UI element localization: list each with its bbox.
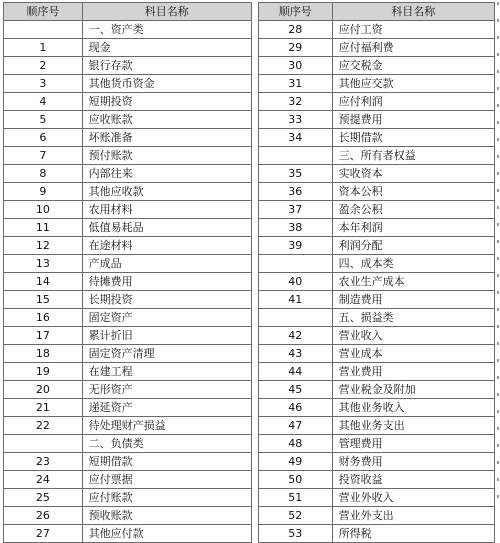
left-name-cell: 其他应收款 xyxy=(82,183,251,201)
column-gap xyxy=(251,489,258,507)
left-name-cell: 待处理财产损益 xyxy=(82,417,251,435)
table-row xyxy=(4,39,495,57)
right-seq-cell: 33 xyxy=(258,111,332,129)
right-name-cell: 实收资本 xyxy=(332,165,494,183)
left-seq-cell: 8 xyxy=(4,165,83,183)
right-name-cell: 应付工资 xyxy=(332,21,494,39)
right-seq-cell: 50 xyxy=(258,471,332,489)
table-row xyxy=(4,273,495,291)
left-seq-cell: 12 xyxy=(4,237,83,255)
right-name-cell: 应付利润 xyxy=(332,93,494,111)
table-row xyxy=(4,129,495,147)
column-gap xyxy=(251,39,258,57)
table-row xyxy=(4,471,495,489)
table-row xyxy=(4,381,495,399)
right-seq-cell: 32 xyxy=(258,93,332,111)
table-row xyxy=(4,111,495,129)
left-seq-cell: 5 xyxy=(4,111,83,129)
right-name-cell: 应付福利费 xyxy=(332,39,494,57)
right-seq-cell: 42 xyxy=(258,327,332,345)
left-seq-cell: 21 xyxy=(4,399,83,417)
left-seq-cell: 19 xyxy=(4,363,83,381)
table-row xyxy=(4,435,495,453)
table-row xyxy=(4,507,495,525)
left-name-cell: 待摊费用 xyxy=(82,273,251,291)
column-gap xyxy=(251,291,258,309)
column-gap xyxy=(251,201,258,219)
right-name-cell: 长期借款 xyxy=(332,129,494,147)
right-category-cell: 五、损益类 xyxy=(332,309,494,327)
right-seq-cell: 51 xyxy=(258,489,332,507)
column-gap xyxy=(251,363,258,381)
left-name-cell: 低值易耗品 xyxy=(82,219,251,237)
right-seq-cell: 53 xyxy=(258,525,332,543)
table-row xyxy=(4,93,495,111)
table-row xyxy=(4,417,495,435)
right-name-cell: 其他应交款 xyxy=(332,75,494,93)
left-seq-cell: 24 xyxy=(4,471,83,489)
left-name-cell: 递延资产 xyxy=(82,399,251,417)
right-name-cell: 所得税 xyxy=(332,525,494,543)
left-seq-cell: 23 xyxy=(4,453,83,471)
header-row xyxy=(4,3,495,21)
left-seq-cell: 11 xyxy=(4,219,83,237)
right-seq-cell: 29 xyxy=(258,39,332,57)
left-name-cell: 在建工程 xyxy=(82,363,251,381)
table-row xyxy=(4,75,495,93)
column-gap xyxy=(251,21,258,39)
right-seq-cell: 30 xyxy=(258,57,332,75)
column-gap xyxy=(251,183,258,201)
right-seq-cell: 49 xyxy=(258,453,332,471)
right-name-cell: 预提费用 xyxy=(332,111,494,129)
table-row xyxy=(4,345,495,363)
table-row xyxy=(4,57,495,75)
right-seq-cell xyxy=(258,309,332,327)
column-gap xyxy=(251,327,258,345)
right-name-cell: 营业税金及附加 xyxy=(332,381,494,399)
right-name-cell: 财务费用 xyxy=(332,453,494,471)
right-name-cell: 农业生产成本 xyxy=(332,273,494,291)
right-seq-cell xyxy=(258,147,332,165)
right-name-cell: 投资收益 xyxy=(332,471,494,489)
left-seq-cell: 9 xyxy=(4,183,83,201)
column-gap xyxy=(251,345,258,363)
table-row xyxy=(4,399,495,417)
column-gap xyxy=(251,219,258,237)
left-name-cell: 其他货币资金 xyxy=(82,75,251,93)
column-gap xyxy=(251,111,258,129)
column-gap xyxy=(251,435,258,453)
column-gap xyxy=(251,129,258,147)
left-seq-header: 顺序号 xyxy=(4,3,83,21)
column-gap xyxy=(251,471,258,489)
column-gap xyxy=(251,165,258,183)
left-seq-cell: 16 xyxy=(4,309,83,327)
table-row xyxy=(4,489,495,507)
right-seq-cell: 40 xyxy=(258,273,332,291)
left-seq-cell: 3 xyxy=(4,75,83,93)
right-name-cell: 制造费用 xyxy=(332,291,494,309)
left-seq-cell: 18 xyxy=(4,345,83,363)
right-edge-artifact xyxy=(497,2,499,510)
right-seq-cell: 38 xyxy=(258,219,332,237)
right-seq-cell: 41 xyxy=(258,291,332,309)
table-row xyxy=(4,201,495,219)
right-seq-cell: 34 xyxy=(258,129,332,147)
table-row xyxy=(4,183,495,201)
table-row xyxy=(4,327,495,345)
table-row xyxy=(4,453,495,471)
left-name-cell: 预付账款 xyxy=(82,147,251,165)
right-seq-cell: 36 xyxy=(258,183,332,201)
left-name-cell: 在途材料 xyxy=(82,237,251,255)
left-name-cell: 预收账款 xyxy=(82,507,251,525)
left-name-cell: 短期借款 xyxy=(82,453,251,471)
column-gap xyxy=(251,3,258,21)
column-gap xyxy=(251,399,258,417)
left-name-cell: 应付票据 xyxy=(82,471,251,489)
right-name-header: 科目名称 xyxy=(332,3,494,21)
right-seq-cell: 39 xyxy=(258,237,332,255)
account-grid xyxy=(3,2,495,543)
left-seq-cell: 2 xyxy=(4,57,83,75)
left-seq-cell: 7 xyxy=(4,147,83,165)
left-name-cell: 坏账准备 xyxy=(82,129,251,147)
right-name-cell: 营业外收入 xyxy=(332,489,494,507)
right-name-cell: 利润分配 xyxy=(332,237,494,255)
column-gap xyxy=(251,525,258,543)
left-category-cell: 二、负债类 xyxy=(82,435,251,453)
column-gap xyxy=(251,237,258,255)
right-category-cell: 三、所有者权益 xyxy=(332,147,494,165)
left-name-cell: 短期投资 xyxy=(82,93,251,111)
column-gap xyxy=(251,273,258,291)
column-gap xyxy=(251,417,258,435)
left-name-cell: 固定资产 xyxy=(82,309,251,327)
left-seq-cell: 20 xyxy=(4,381,83,399)
column-gap xyxy=(251,507,258,525)
right-name-cell: 管理费用 xyxy=(332,435,494,453)
left-name-cell: 其他应付款 xyxy=(82,525,251,543)
right-name-cell: 盈余公积 xyxy=(332,201,494,219)
left-name-cell: 应收账款 xyxy=(82,111,251,129)
column-gap xyxy=(251,255,258,273)
table-row xyxy=(4,147,495,165)
column-gap xyxy=(251,75,258,93)
right-seq-cell: 31 xyxy=(258,75,332,93)
right-name-cell: 其他业务支出 xyxy=(332,417,494,435)
left-seq-cell xyxy=(4,21,83,39)
left-name-header: 科目名称 xyxy=(82,3,251,21)
table-row xyxy=(4,21,495,39)
right-seq-cell: 48 xyxy=(258,435,332,453)
left-seq-cell: 4 xyxy=(4,93,83,111)
left-name-cell: 应付账款 xyxy=(82,489,251,507)
left-seq-cell: 1 xyxy=(4,39,83,57)
left-seq-cell: 10 xyxy=(4,201,83,219)
table-row xyxy=(4,255,495,273)
left-name-cell: 产成品 xyxy=(82,255,251,273)
column-gap xyxy=(251,381,258,399)
left-seq-cell: 6 xyxy=(4,129,83,147)
right-seq-cell: 46 xyxy=(258,399,332,417)
right-name-cell: 其他业务收入 xyxy=(332,399,494,417)
left-name-cell: 固定资产清理 xyxy=(82,345,251,363)
left-name-cell: 无形资产 xyxy=(82,381,251,399)
right-seq-cell xyxy=(258,255,332,273)
column-gap xyxy=(251,309,258,327)
right-seq-cell: 37 xyxy=(258,201,332,219)
table-row xyxy=(4,237,495,255)
left-seq-cell: 17 xyxy=(4,327,83,345)
table-row xyxy=(4,165,495,183)
left-name-cell: 内部往来 xyxy=(82,165,251,183)
left-seq-cell: 25 xyxy=(4,489,83,507)
right-name-cell: 营业外支出 xyxy=(332,507,494,525)
table-row xyxy=(4,363,495,381)
left-seq-cell: 15 xyxy=(4,291,83,309)
left-category-cell: 一、资产类 xyxy=(82,21,251,39)
column-gap xyxy=(251,453,258,471)
left-name-cell: 长期投资 xyxy=(82,291,251,309)
right-seq-cell: 47 xyxy=(258,417,332,435)
left-seq-cell: 13 xyxy=(4,255,83,273)
left-seq-cell xyxy=(4,435,83,453)
right-seq-cell: 44 xyxy=(258,363,332,381)
table-row xyxy=(4,219,495,237)
table-row xyxy=(4,525,495,543)
left-name-cell: 农用材料 xyxy=(82,201,251,219)
left-seq-cell: 22 xyxy=(4,417,83,435)
right-name-cell: 应交税金 xyxy=(332,57,494,75)
account-table xyxy=(3,2,495,540)
right-seq-cell: 28 xyxy=(258,21,332,39)
right-name-cell: 本年利润 xyxy=(332,219,494,237)
right-seq-cell: 43 xyxy=(258,345,332,363)
left-name-cell: 银行存款 xyxy=(82,57,251,75)
right-category-cell: 四、成本类 xyxy=(332,255,494,273)
left-seq-cell: 27 xyxy=(4,525,83,543)
left-name-cell: 现金 xyxy=(82,39,251,57)
right-seq-cell: 45 xyxy=(258,381,332,399)
table-row xyxy=(4,291,495,309)
right-name-cell: 营业成本 xyxy=(332,345,494,363)
left-seq-cell: 26 xyxy=(4,507,83,525)
right-name-cell: 营业费用 xyxy=(332,363,494,381)
left-seq-cell: 14 xyxy=(4,273,83,291)
left-name-cell: 累计折旧 xyxy=(82,327,251,345)
right-name-cell: 资本公积 xyxy=(332,183,494,201)
column-gap xyxy=(251,93,258,111)
column-gap xyxy=(251,147,258,165)
right-name-cell: 营业收入 xyxy=(332,327,494,345)
column-gap xyxy=(251,57,258,75)
right-seq-cell: 52 xyxy=(258,507,332,525)
right-seq-cell: 35 xyxy=(258,165,332,183)
right-seq-header: 顺序号 xyxy=(258,3,332,21)
table-row xyxy=(4,309,495,327)
